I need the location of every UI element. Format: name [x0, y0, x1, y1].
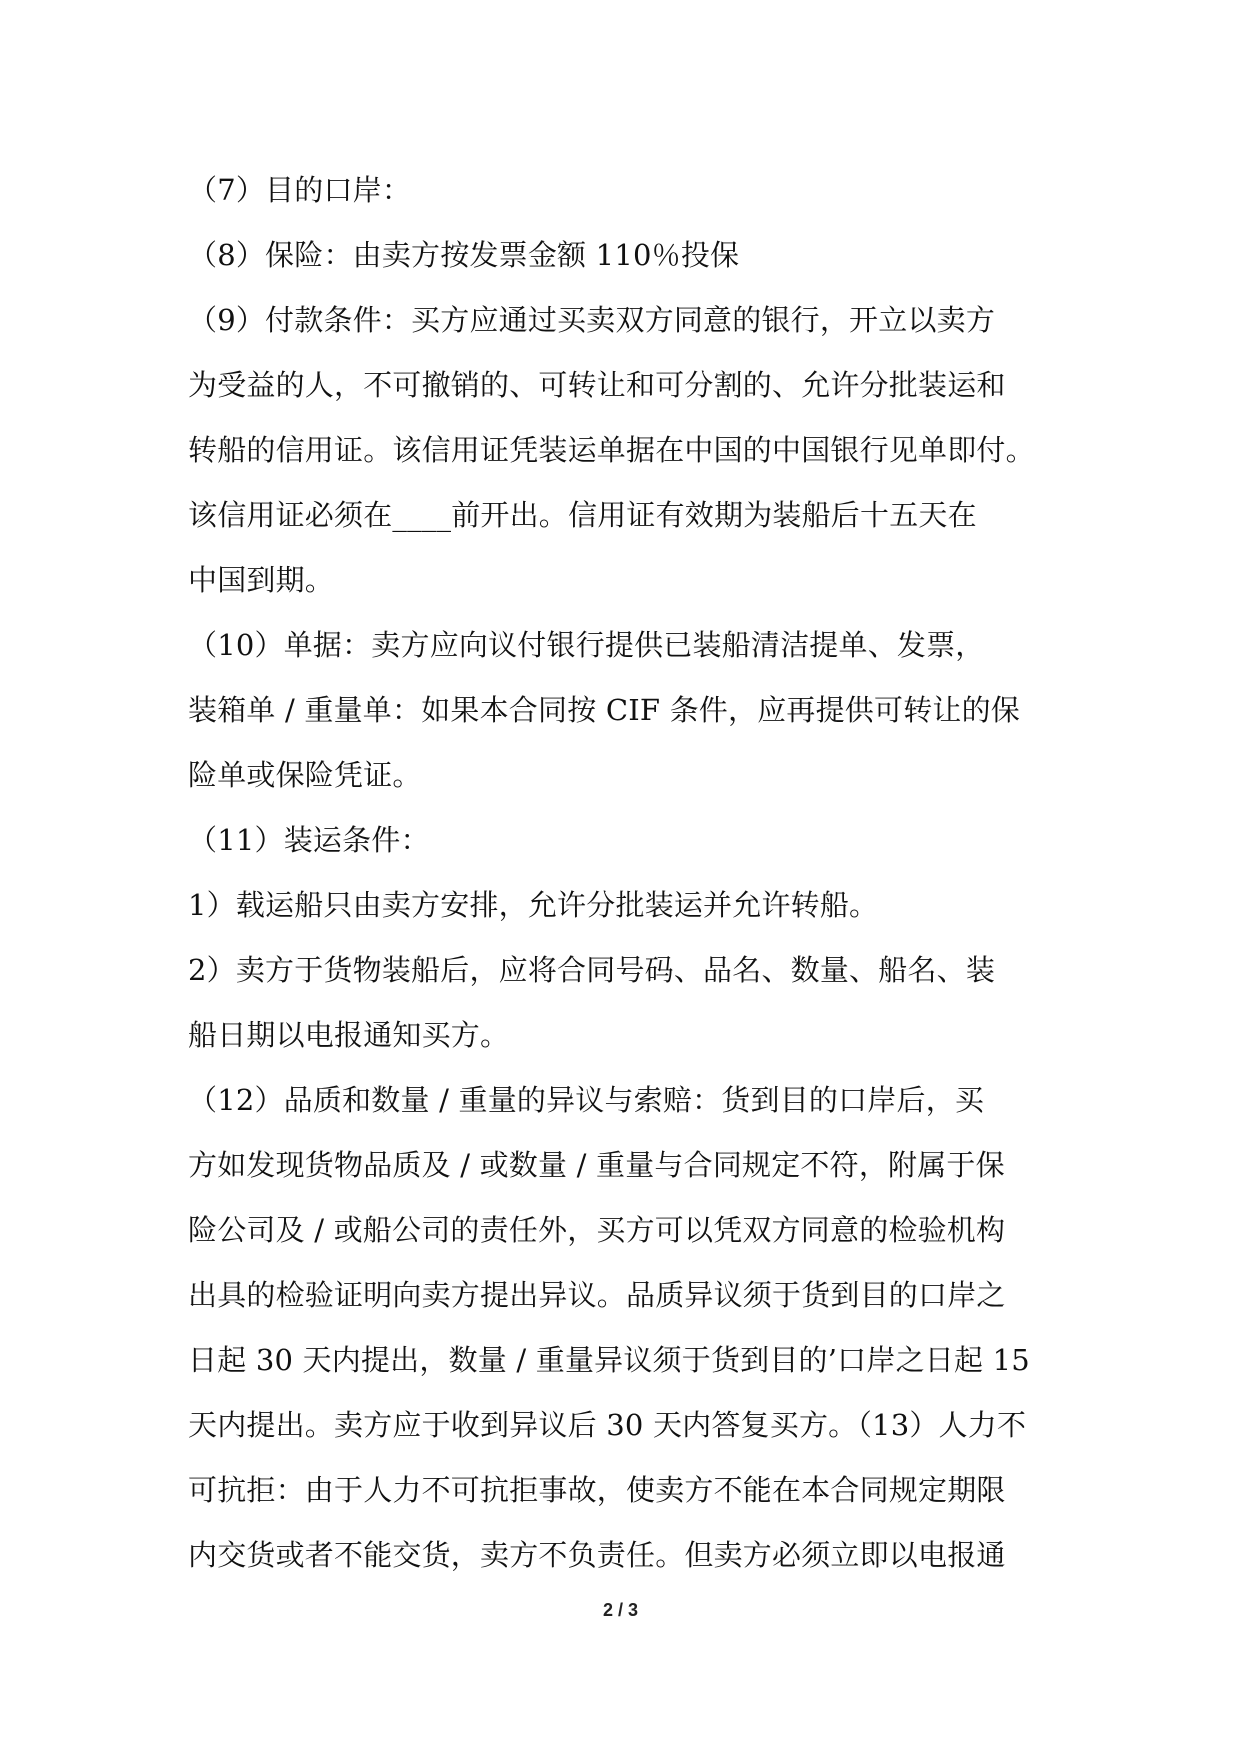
- page-number: 2 / 3: [602, 1600, 639, 1620]
- text-line: 方如发现货物品质及 / 或数量 / 重量与合同规定不符，附属于保: [188, 1148, 1005, 1182]
- text-line: 险公司及 / 或船公司的责任外，买方可以凭双方同意的检验机构: [188, 1213, 1006, 1247]
- text-line: （12）品质和数量 / 重量的异议与索赔：货到目的口岸后，买: [188, 1083, 985, 1117]
- text-line: 可抗拒：由于人力不可抗拒事故，使卖方不能在本合同规定期限: [188, 1473, 1006, 1507]
- text-line: （8）保险：由卖方按发票金额 110％投保: [188, 238, 740, 272]
- text-line: （10）单据：卖方应向议付银行提供已装船清洁提单、发票，: [188, 628, 985, 662]
- text-line: （7）目的口岸：: [188, 173, 412, 207]
- text-line: 天内提出。卖方应于收到异议后 30 天内答复买方。（13）人力不: [188, 1408, 1027, 1442]
- text-line: 出具的检验证明向卖方提出异议。品质异议须于货到目的口岸之: [188, 1278, 1006, 1312]
- text-line: 为受益的人，不可撤销的、可转让和可分割的、允许分批装运和: [188, 368, 1006, 402]
- text-line: 险单或保险凭证。: [188, 758, 422, 792]
- text-line: 该信用证必须在____前开出。信用证有效期为装船后十五天在: [188, 498, 977, 532]
- text-line: 日起 30 天内提出，数量 / 重量异议须于货到目的’口岸之日起 15: [188, 1343, 1030, 1377]
- text-line: 内交货或者不能交货，卖方不负责任。但卖方必须立即以电报通: [188, 1538, 1006, 1572]
- text-line: （9）付款条件：买方应通过买卖双方同意的银行，开立以卖方: [188, 303, 996, 337]
- text-line: 中国到期。: [188, 563, 335, 597]
- text-line: 船日期以电报通知买方。: [188, 1018, 510, 1052]
- document-body: [188, 158, 1058, 1588]
- text-line: （11）装运条件：: [188, 823, 430, 857]
- text-line: 2）卖方于货物装船后，应将合同号码、品名、数量、船名、装: [188, 953, 996, 987]
- text-line: 转船的信用证。该信用证凭装运单据在中国的中国银行见单即付。: [188, 433, 1035, 467]
- text-line: 装箱单 / 重量单：如果本合同按 CIF 条件，应再提供可转让的保: [188, 693, 1021, 727]
- text-line: 1）载运船只由卖方安排，允许分批装运并允许转船。: [188, 888, 879, 922]
